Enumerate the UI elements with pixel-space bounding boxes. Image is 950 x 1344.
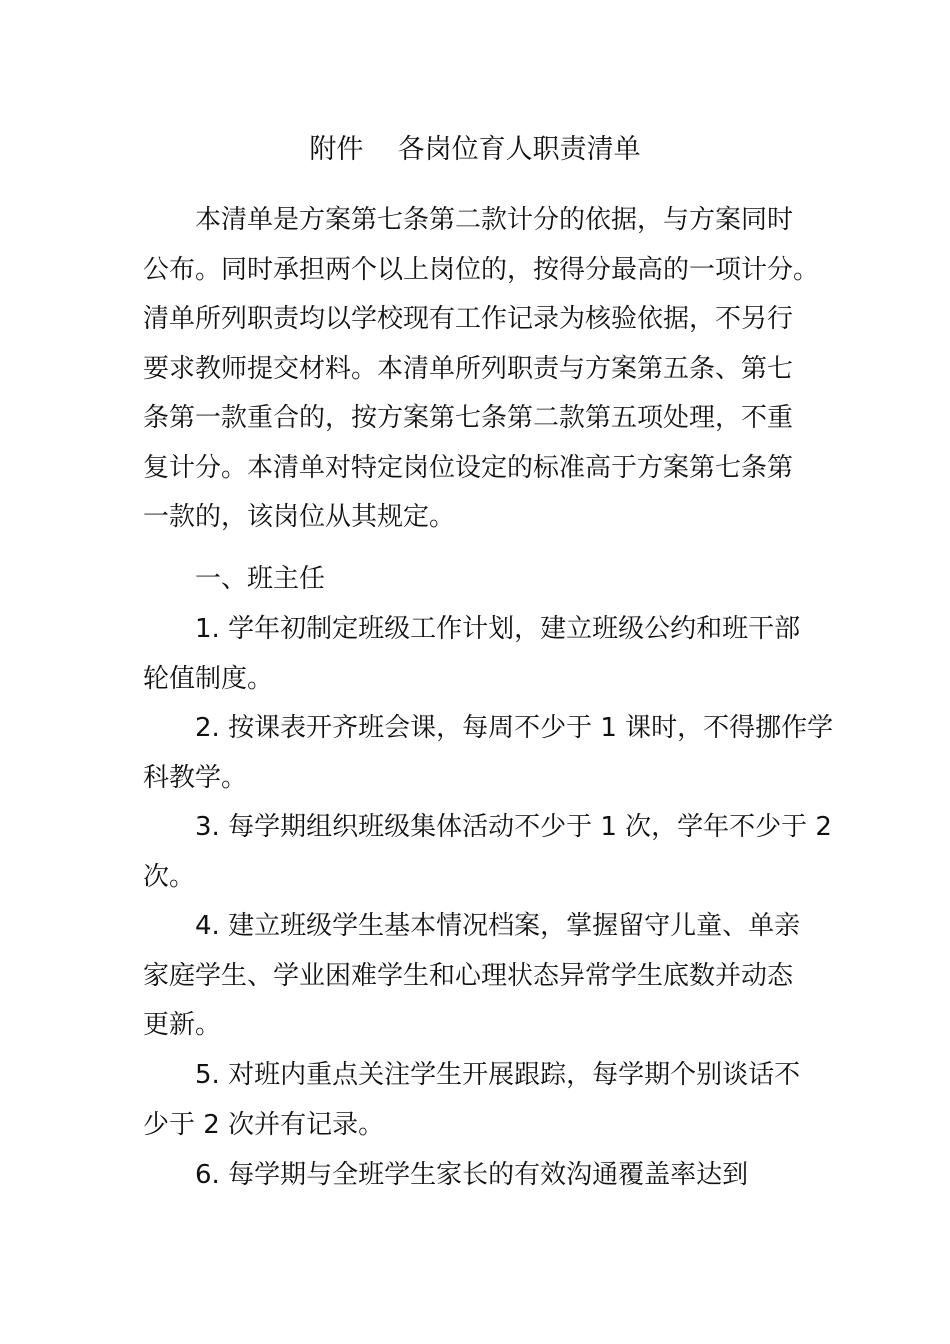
list-item (143, 803, 832, 902)
intro-line: 复计分。本清单对特定岗位设定的标准高于方案第七条第 (143, 452, 794, 483)
list-item-line: 家庭学生、学业困难学生和心理状态异常学生底数并动态 (143, 960, 794, 991)
list-item-line: 2. 按课表开齐班会课，每周不少于 1 课时，不得挪作学 (195, 713, 834, 743)
list-item (143, 1051, 823, 1150)
list-item-line: 科教学。 (143, 762, 248, 793)
list-item-line: 轮值制度。 (143, 663, 274, 694)
intro-line: 公布。同时承担两个以上岗位的，按得分最高的一项计分。 (143, 254, 820, 285)
intro-line: 条第一款重合的，按方案第七条第二款第五项处理，不重 (143, 403, 794, 433)
section-heading (143, 555, 823, 605)
intro-line: 本清单是方案第七条第二款计分的依据，与方案同时 (195, 205, 794, 235)
list-item-line: 6. 每学期与全班学生家长的有效沟通覆盖率达到 (195, 1160, 749, 1190)
list-item-line: 1. 学年初制定班级工作计划，建立班级公约和班干部 (195, 614, 801, 644)
intro-line: 一款的，该岗位从其规定。 (143, 502, 456, 532)
list-item (143, 902, 823, 1051)
document-title: 附件 各岗位育人职责清单 (309, 134, 641, 165)
list-item-line: 3. 每学期组织班级集体活动不少于 1 次，学年不少于 2 (195, 812, 832, 842)
list-item-line: 次。 (143, 861, 196, 892)
list-item (143, 605, 823, 704)
intro-paragraph (143, 196, 823, 543)
list-item-line: 更新。 (143, 1010, 222, 1040)
list-item-line: 5. 对班内重点关注学生开展跟踪，每学期个别谈话不 (195, 1060, 801, 1090)
list-item-line: 少于 2 次并有记录。 (143, 1109, 385, 1140)
list-item-line: 4. 建立班级学生基本情况档案，掌握留守儿童、单亲 (195, 911, 801, 941)
section-heading-text: 一、班主任 (195, 564, 326, 594)
intro-line: 清单所列职责均以学校现有工作记录为核验依据，不另行 (143, 304, 794, 334)
intro-line: 要求教师提交材料。本清单所列职责与方案第五条、第七 (143, 353, 794, 384)
list-item (143, 1151, 823, 1201)
list-item (143, 704, 834, 803)
